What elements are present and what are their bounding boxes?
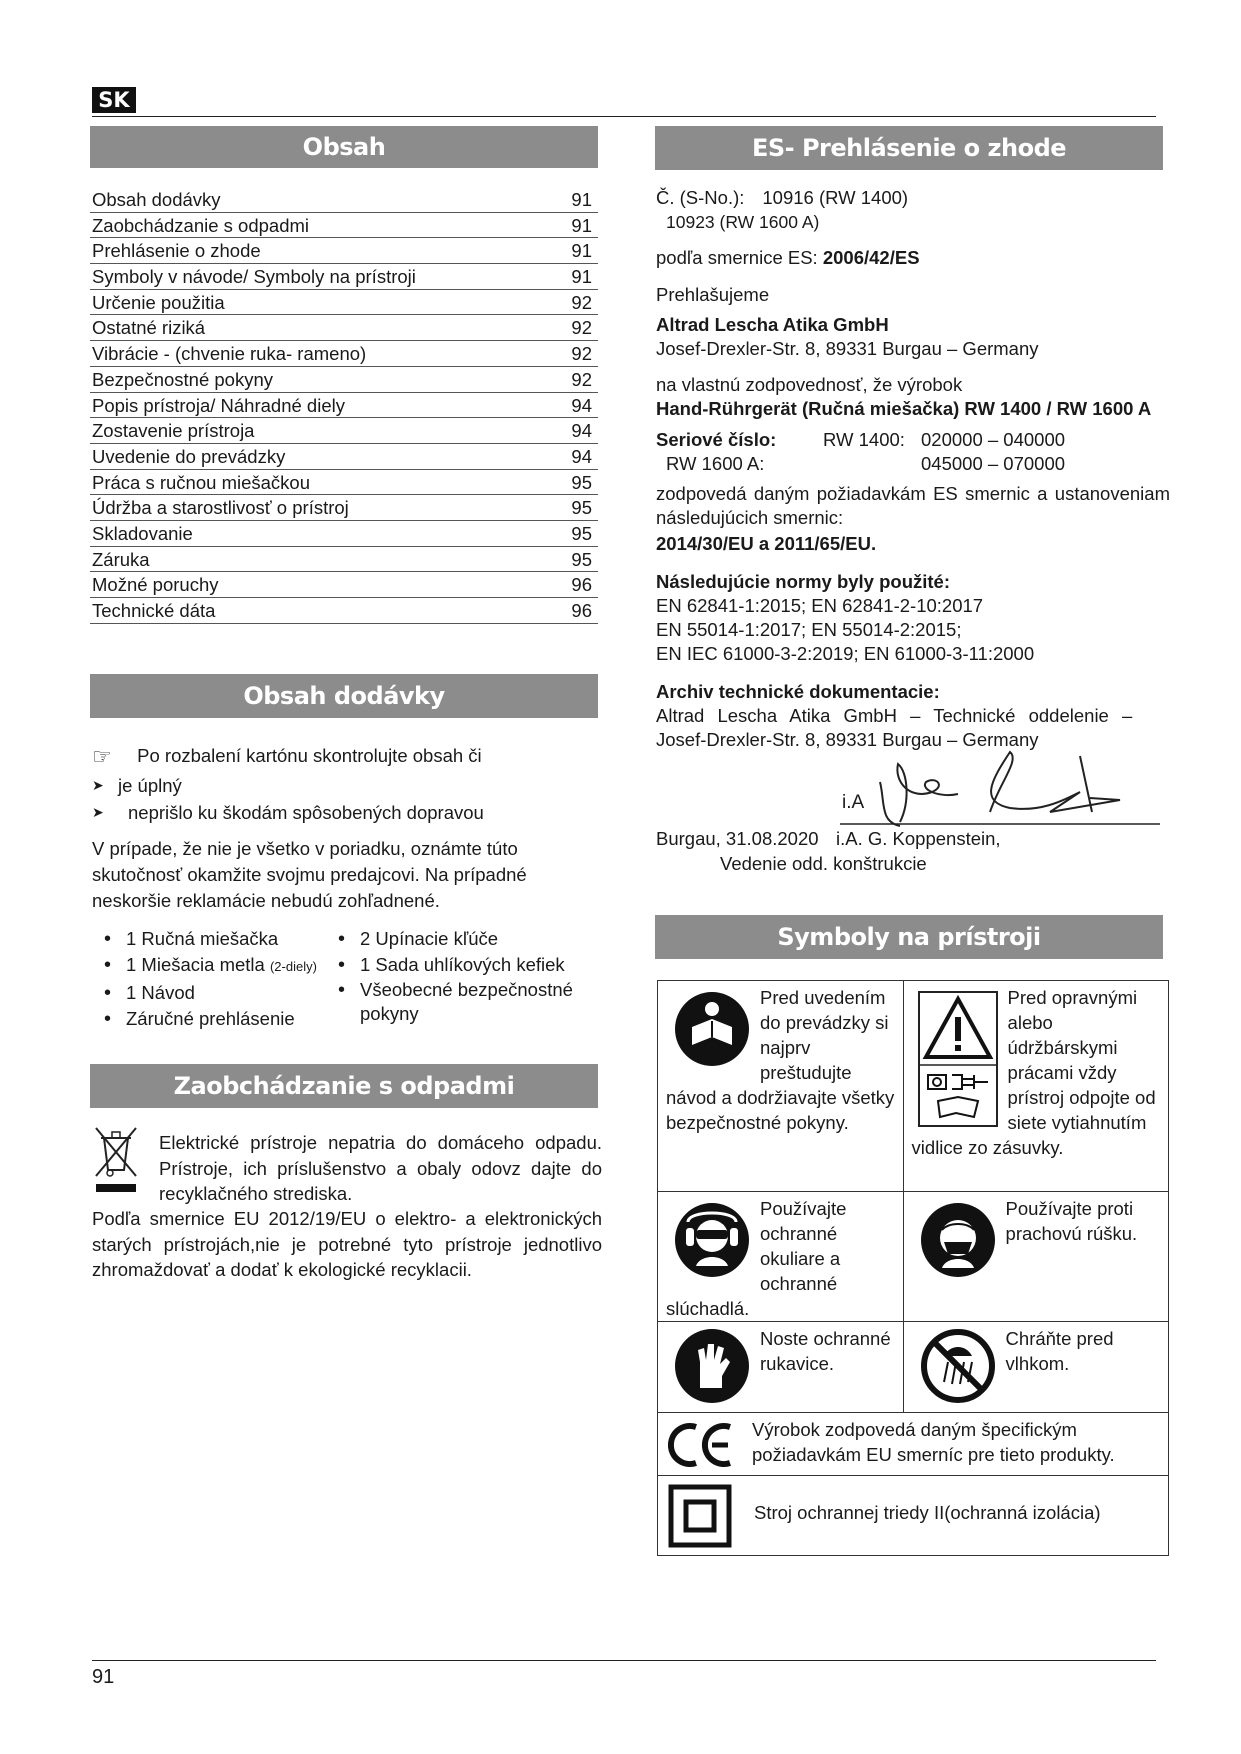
- toc-page: 95: [571, 471, 592, 493]
- toc-page: 94: [571, 394, 592, 416]
- toc-page: 94: [571, 445, 592, 467]
- symbol-text: Pred opravnými alebo údržbárskymi prácami vždy prístroj odpojte od siete vytiahnutím vidlice zo zásuvky.: [911, 987, 1156, 1158]
- list-item: • 1 Sada uhlíkových kefiek: [326, 952, 606, 978]
- toc-label: Práca s ručnou miešačkou: [92, 471, 310, 493]
- symbol-cell: [658, 1476, 1168, 1525]
- archive-line-2: Josef-Drexler-Str. 8, 89331 Burgau – Germany: [656, 729, 1039, 750]
- pointing-hand-icon: ☞: [92, 744, 112, 769]
- toc-page: 92: [571, 368, 592, 390]
- toc-label: Záruka: [92, 548, 150, 570]
- declaration-title: ES- Prehlásenie o zhode: [655, 126, 1163, 170]
- norm-line: EN 55014-1:2017; EN 55014-2:2015;: [656, 619, 962, 640]
- sno-row-2: 10923 (RW 1600 A): [666, 212, 820, 232]
- list-item: • 1 Ručná miešačka: [92, 926, 332, 952]
- waste-paragraph-2: Podľa smernice EU 2012/19/EU o elektro- a elektronických starých prístrojách,nie je potrebné tyto prístroje jednotlivo zhromaždovať a dodať k ekologické recyklacii.: [92, 1208, 602, 1280]
- serial-row-1: Seriové číslo: RW 1400: 020000 – 040000: [656, 429, 1066, 450]
- toc-row: [90, 238, 598, 264]
- toc-row: [90, 547, 598, 573]
- toc-page: 92: [571, 343, 592, 365]
- toc-page: 95: [571, 497, 592, 519]
- toc-label: Popis prístroja/ Náhradné diely: [92, 394, 345, 416]
- delivery-items-right: [326, 926, 606, 1026]
- symbol-text: Výrobok zodpovedá daným špecifickým požiadavkám EU smerníc pre tieto produkty.: [752, 1419, 1115, 1465]
- toc-label: Zaobchádzanie s odpadmi: [92, 214, 310, 236]
- company-address: Josef-Drexler-Str. 8, 89331 Burgau – Germany: [656, 338, 1039, 359]
- toc-row: [90, 598, 598, 624]
- toc-label: Technické dáta: [92, 600, 216, 621]
- toc-label: Vibrácie - (chvenie ruka- rameno): [92, 343, 367, 365]
- header-rule: [92, 116, 1156, 117]
- toc-page: 91: [571, 266, 592, 288]
- directives-list: 2014/30/EU a 2011/65/EU.: [656, 533, 877, 554]
- archive-line-1: Altrad Lescha Atika GmbH – Technické oddelenie –: [656, 705, 1133, 726]
- check-item: ➤ je úplný: [92, 772, 612, 799]
- toc-label: Určenie použitia: [92, 291, 225, 313]
- toc-label: Ostatné riziká: [92, 317, 206, 339]
- toc-row: [90, 495, 598, 521]
- gloves-icon: [674, 1328, 750, 1410]
- signer-role: Vedenie odd. konštrukcie: [720, 853, 927, 874]
- serial-row-2: RW 1600 A: 045000 – 070000: [666, 453, 1066, 474]
- toc-page: 92: [571, 291, 592, 313]
- symbols-title: Symboly na prístroji: [655, 915, 1163, 959]
- arrow-icon: ➤: [92, 777, 104, 793]
- toc-label: Obsah dodávky: [92, 189, 221, 210]
- toc-row: [90, 187, 598, 213]
- sno-row: Č. (S-No.): 10916 (RW 1400): [656, 187, 909, 208]
- list-item: • Všeobecné bezpečnostné pokyny: [326, 978, 606, 1026]
- place-date: Burgau, 31.08.2020: [656, 828, 819, 849]
- product-name: Hand-Rührgerät (Ručná miešačka) RW 1400 / RW 1600 A: [656, 398, 1152, 419]
- language-badge: SK: [92, 87, 136, 113]
- delivery-intro: Po rozbalení kartónu skontrolujte obsah či: [137, 745, 482, 766]
- ia-label: i.A: [842, 792, 865, 813]
- arrow-icon: ➤: [92, 804, 104, 820]
- toc-label: Bezpečnostné pokyny: [92, 368, 274, 390]
- symbol-cell: [658, 1413, 1168, 1467]
- toc-label: Údržba a starostlivosť o prístroj: [92, 497, 349, 519]
- toc-row: [90, 367, 598, 393]
- symbols-table: [657, 980, 1169, 1556]
- list-item: • 1 Návod: [92, 980, 332, 1006]
- footer-rule: [92, 1660, 1156, 1661]
- symbol-cell: [658, 981, 903, 1135]
- toc-row: [90, 341, 598, 367]
- waste-paragraph-1: Elektrické prístroje nepatria do domáceho odpadu. Prístroje, ich príslušenstvo a obaly odovz dajte do recyklačného strediska.: [159, 1132, 602, 1204]
- toc-row: [90, 264, 598, 290]
- check-item: ➤ neprišlo ku škodám spôsobených dopravou: [92, 799, 612, 826]
- page-number: 91: [92, 1666, 115, 1688]
- toc-row: [90, 213, 598, 239]
- toc-label: Zostavenie prístroja: [92, 420, 255, 442]
- symbol-cell: [904, 981, 1168, 1160]
- norm-line: EN IEC 61000-3-2:2019; EN 61000-3-11:2000: [656, 643, 1035, 664]
- waste-title: Zaobchádzanie s odpadmi: [90, 1064, 598, 1108]
- symbol-cell: [904, 1192, 1168, 1246]
- symbol-cell: [904, 1322, 1168, 1376]
- toc-page: 91: [571, 189, 592, 210]
- symbol-text: Stroj ochrannej triedy II(ochranná izolácia): [754, 1502, 1101, 1523]
- delivery-intro-row: [92, 743, 612, 770]
- delivery-paragraph: V prípade, že nie je všetko v poriadku, oznámte túto skutočnosť okamžite svojmu predajcovi. Na prípadné neskoršie reklamácie nebudú zohľadnené.: [92, 838, 527, 911]
- toc-row: [90, 470, 598, 496]
- toc-list: [90, 187, 598, 624]
- directive-row: podľa smernice ES: 2006/42/ES: [656, 247, 920, 268]
- toc-page: 96: [571, 574, 592, 596]
- norms-label: Následujúcie normy byly použité:: [656, 571, 951, 592]
- toc-row: [90, 572, 598, 598]
- symbol-text: Pred uvedením do prevádzky si najprv preštudujte návod a dodržiavajte všetky bezpečnostné pokyny.: [666, 987, 895, 1133]
- toc-row: [90, 521, 598, 547]
- declaration-block: [656, 186, 1170, 752]
- symbol-text: Noste ochranné rukavice.: [760, 1328, 891, 1374]
- toc-label: Prehlásenie o zhode: [92, 240, 261, 262]
- eye-ear-protection-icon: [674, 1202, 750, 1284]
- signer-name: i.A. G. Koppenstein,: [836, 828, 1001, 849]
- read-manual-icon: [674, 991, 750, 1073]
- toc-label: Možné poruchy: [92, 574, 219, 596]
- toc-page: 91: [571, 214, 592, 236]
- list-item: • 2 Upínacie kľúče: [326, 926, 606, 952]
- norm-line: EN 62841-1:2015; EN 62841-2-10:2017: [656, 595, 984, 616]
- toc-label: Skladovanie: [92, 522, 193, 544]
- declare-text: Prehlašujeme: [656, 284, 770, 305]
- delivery-checklist: [92, 772, 612, 826]
- symbol-cell: [658, 1322, 903, 1376]
- toc-row: [90, 393, 598, 419]
- responsibility-text: na vlastnú zodpovednosť, že výrobok: [656, 374, 963, 395]
- toc-page: 91: [571, 240, 592, 262]
- toc-page: 94: [571, 420, 592, 442]
- warning-unplug-icon: [918, 991, 998, 1133]
- toc-label: Uvedenie do prevádzky: [92, 445, 286, 467]
- list-item: • Záručné prehlásenie: [92, 1006, 332, 1032]
- toc-page: 92: [571, 317, 592, 339]
- toc-row: [90, 418, 598, 444]
- archive-label: Archiv technické dokumentacie:: [656, 681, 940, 702]
- delivery-title: Obsah dodávky: [90, 674, 598, 718]
- toc-row: [90, 290, 598, 316]
- company-name: Altrad Lescha Atika GmbH: [656, 314, 889, 335]
- ce-mark-icon: [668, 1421, 734, 1475]
- symbol-text: Používajte proti prachovú rúšku.: [1005, 1198, 1138, 1244]
- toc-label: Symboly v návode/ Symboly na prístroji: [92, 266, 416, 288]
- crossed-bin-icon: [92, 1126, 140, 1196]
- signature-image: [840, 742, 1170, 828]
- conformity-text: zodpovedá daným požiadavkám ES smernic a ustanoveniam následujúcich smernic:: [656, 483, 1170, 528]
- delivery-items-left: [92, 926, 332, 1032]
- symbol-text: Chráňte pred vlhkom.: [1005, 1328, 1114, 1374]
- toc-page: 95: [571, 548, 592, 570]
- toc-row: [90, 315, 598, 341]
- no-moisture-icon: [920, 1328, 996, 1410]
- toc-title: Obsah: [90, 126, 598, 168]
- toc-page: 95: [571, 522, 592, 544]
- toc-row: [90, 444, 598, 470]
- list-item: • 1 Miešacia metla (2-diely): [92, 952, 332, 980]
- toc-page: 96: [571, 600, 592, 621]
- symbol-text: Používajte ochranné okuliare a ochranné slúchadlá.: [666, 1198, 847, 1319]
- protection-class-ii-icon: [668, 1484, 732, 1554]
- dust-mask-icon: [920, 1202, 996, 1284]
- symbol-cell: [658, 1192, 903, 1321]
